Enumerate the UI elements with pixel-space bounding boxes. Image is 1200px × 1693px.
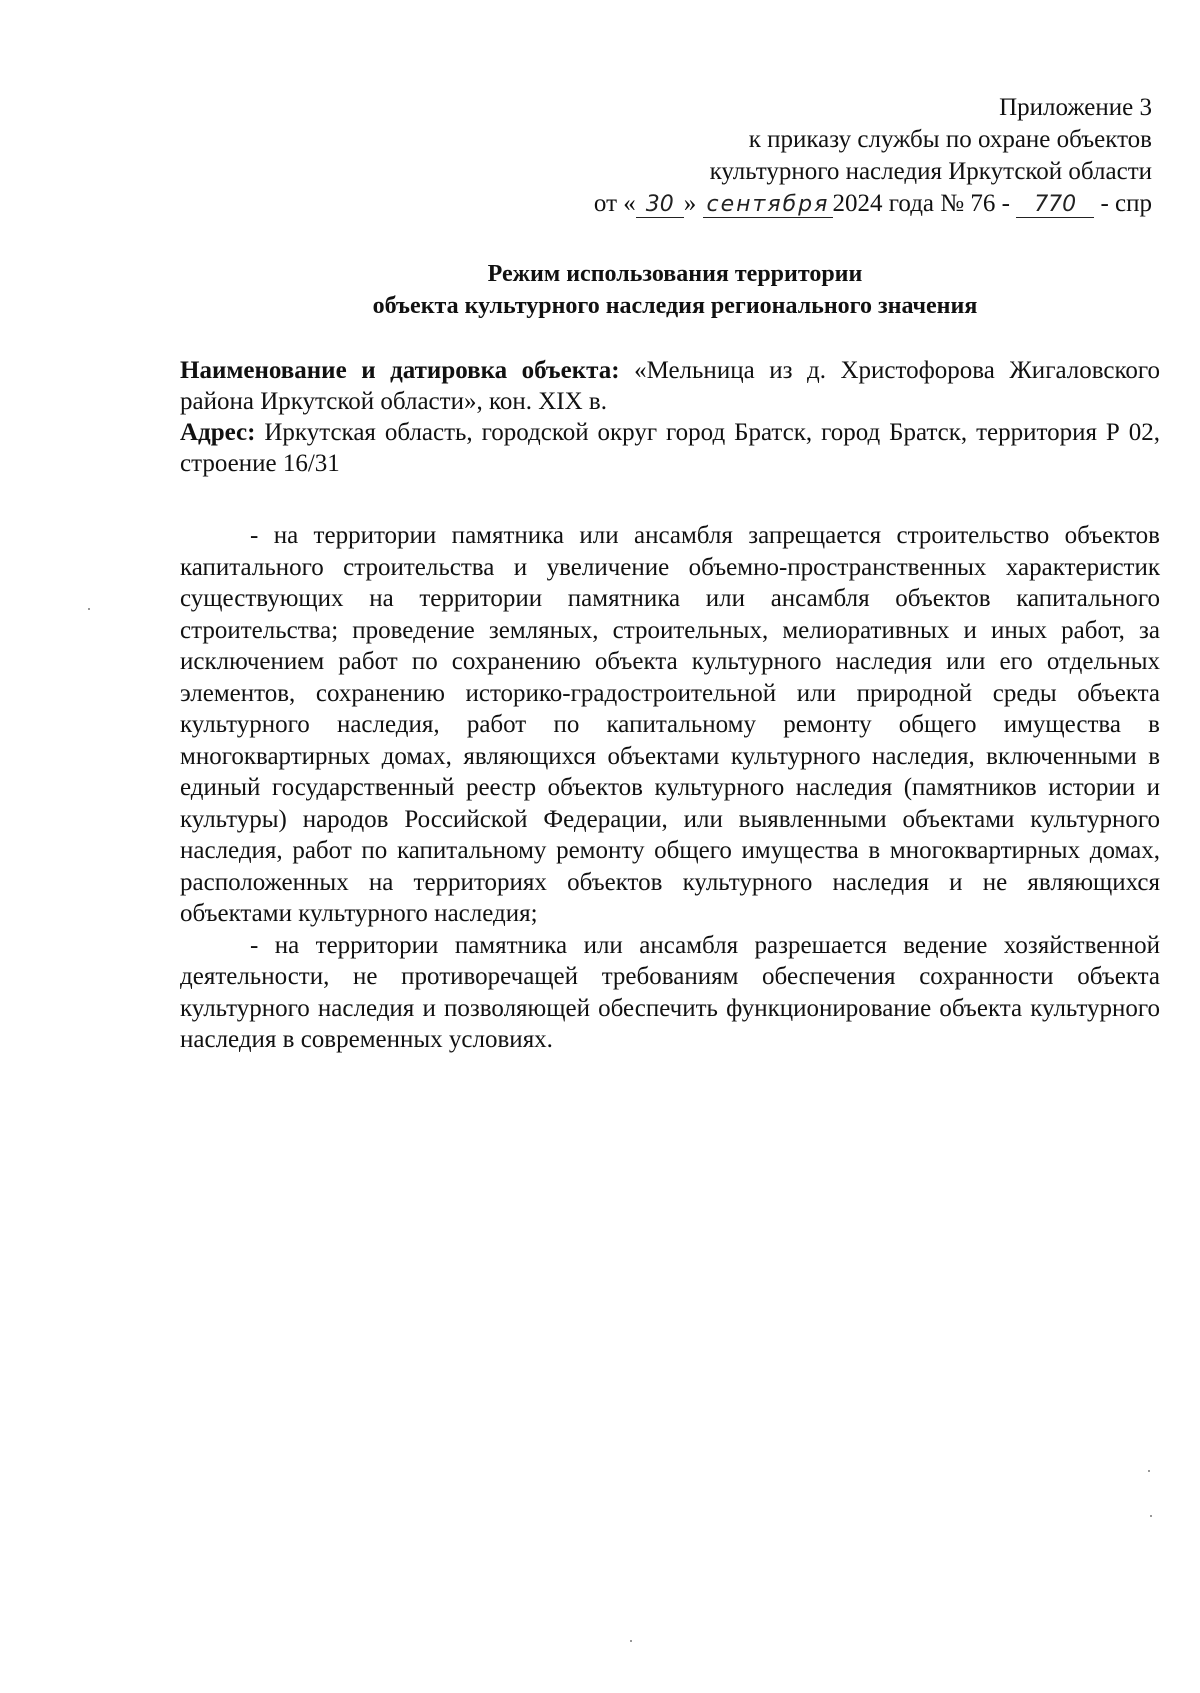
handwritten-day: 30 [636,193,684,218]
scan-speck [1150,1515,1152,1517]
handwritten-month: сентября [703,193,833,218]
scan-speck [1148,1470,1150,1472]
scan-speck [88,608,90,610]
object-name-label: Наименование и датировка объекта: [180,357,620,384]
object-name-value: «Мельница из д. Христофорова Жигаловского района Иркутской области», кон. XIX в. [180,357,1160,415]
restriction-paragraph: - на территории памятника или ансамбля запрещается строительство объектов капитального строительства и увеличение объемно-пространственных характеристик существующих на территории памятника или ансамбля объектов капитального строительства; проведение земляных, строительных, мелиоративных и иных работ, за исключением работ по сохранению объекта культурного наследия или его отдельных элементов, сохранению историко-градостроительной или природной среды объекта культурного наследия, работ по капитальному ремонту общего имущества в многоквартирных домах, являющихся объектами культурного наследия, включенными в единый государственный реестр объектов культурного наследия (памятников истории и культуры) народов Российской Федерации, или выявленными объектами культурного наследия, работ по капитальному ремонту общего имущества в многоквартирных домах, расположенных на территориях объектов культурного наследия и не являющихся объектами культурного наследия; [180,522,1160,927]
appendix-authority-line: культурного наследия Иркутской области [709,158,1152,185]
date-year-part: 2024 года № 76 - [832,190,1010,217]
permission-paragraph: - на территории памятника или ансамбля разрешается ведение хозяйственной деятельности, не противоречащей требованиям обеспечения сохранности объекта культурного наследия и позволяющей обеспечить функционирование объекта культурного наследия в современных условиях. [180,931,1160,1053]
title-line-1: Режим использования территории [487,261,863,287]
object-address-value: Иркутская область, городской округ город Братск, город Братск, территория Р 02, строение 16/31 [180,419,1160,477]
date-day-suffix: » [683,190,697,217]
order-suffix: - спр [1100,190,1152,217]
title-line-2: объекта культурного наследия регионального значения [372,293,978,319]
date-prefix: от « [593,190,636,217]
appendix-order-line: к приказу службы по охране объектов [748,126,1152,153]
regime-text [180,520,1160,1056]
object-address [180,417,1160,479]
appendix-title: Приложение 3 [999,94,1152,121]
object-name [180,355,1160,417]
document-title [180,258,1170,322]
handwritten-order-number: 770 [1016,193,1094,218]
scan-speck [630,1640,632,1642]
object-address-label: Адрес: [180,419,256,446]
appendix-header [594,92,1152,220]
appendix-date-line [594,188,1152,220]
object-info [180,355,1160,479]
